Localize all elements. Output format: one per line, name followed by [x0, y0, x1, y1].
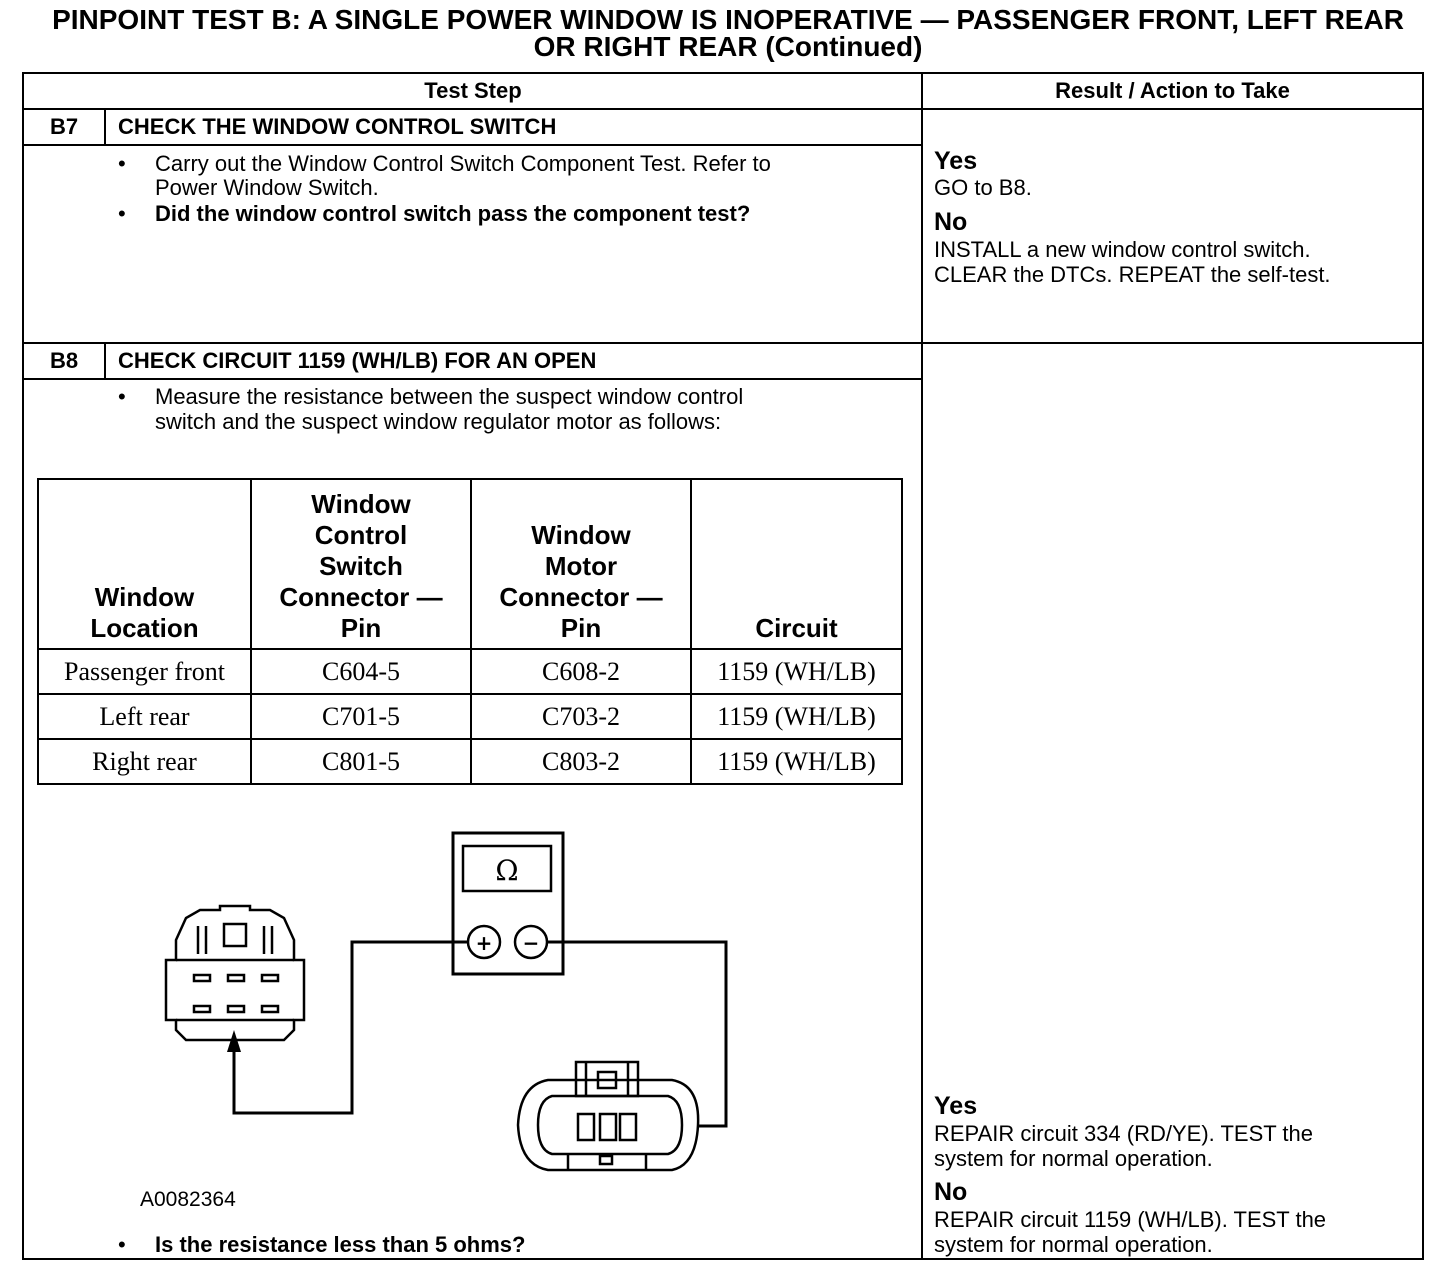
col-window-location: Window Location: [38, 479, 251, 649]
ohm-symbol: Ω: [495, 854, 519, 887]
motor-connector-icon: [518, 1062, 698, 1170]
b8-question: Is the resistance less than 5 ohms?: [155, 1232, 526, 1257]
b8-no-action-line-1: REPAIR circuit 1159 (WH/LB). TEST the: [934, 1207, 1327, 1232]
cell-switch-pin: C604-5: [251, 649, 471, 694]
title-line-1: PINPOINT TEST B: A SINGLE POWER WINDOW IS INOPERATIVE — PASSENGER FRONT, LEFT REAR: [52, 4, 1404, 35]
cell-motor-pin: C703-2: [471, 694, 691, 739]
b8-step-id: B8: [49, 348, 79, 373]
cell-location: Left rear: [38, 694, 251, 739]
b7-bullet-1: •: [118, 151, 126, 176]
b8-bullet-2: •: [118, 1232, 126, 1257]
title-line-2: OR RIGHT REAR (Continued): [533, 31, 923, 62]
switch-connector-icon: [166, 906, 304, 1040]
b8-no-action-line-2: system for normal operation.: [934, 1232, 1213, 1257]
b8-heading: CHECK CIRCUIT 1159 (WH/LB) FOR AN OPEN: [118, 348, 597, 373]
col-switch-connector-pin: Window Control Switch Connector — Pin: [251, 479, 471, 649]
b8-yes-action-line-1: REPAIR circuit 334 (RD/YE). TEST the: [934, 1121, 1314, 1146]
cell-location: Right rear: [38, 739, 251, 784]
b7-bullet-2: •: [118, 201, 126, 226]
plus-terminal-label: +: [475, 931, 493, 955]
b7-no-action-line-1: INSTALL a new window control switch.: [934, 237, 1311, 262]
b7-step-1-line-1: Carry out the Window Control Switch Component Test. Refer to: [155, 151, 771, 176]
b8-yes-label: Yes: [934, 1092, 978, 1120]
b7-no-action-line-2: CLEAR the DTCs. REPEAT the self-test.: [934, 262, 1331, 287]
b7-question: Did the window control switch pass the component test?: [155, 201, 751, 226]
b7-yes-action: GO to B8.: [934, 175, 1032, 200]
minus-terminal-label: −: [522, 931, 540, 955]
cell-location: Passenger front: [38, 649, 251, 694]
cell-circuit: 1159 (WH/LB): [691, 694, 902, 739]
b8-step-1-line-1: Measure the resistance between the suspect window control: [155, 384, 744, 409]
header-result: Result / Action to Take: [1055, 78, 1290, 103]
b7-heading: CHECK THE WINDOW CONTROL SWITCH: [118, 114, 557, 139]
cell-switch-pin: C801-5: [251, 739, 471, 784]
b8-yes-action-line-2: system for normal operation.: [934, 1146, 1213, 1171]
cell-motor-pin: C608-2: [471, 649, 691, 694]
b8-bullet-1: •: [118, 384, 126, 409]
b7-no-label: No: [934, 208, 968, 236]
cell-circuit: 1159 (WH/LB): [691, 739, 902, 784]
b8-no-label: No: [934, 1178, 968, 1206]
cell-circuit: 1159 (WH/LB): [691, 649, 902, 694]
header-test-step: Test Step: [424, 78, 522, 103]
col-circuit: Circuit: [691, 479, 902, 649]
cell-switch-pin: C701-5: [251, 694, 471, 739]
col-motor-connector-pin: Window Motor Connector — Pin: [471, 479, 691, 649]
figure-id: A0082364: [140, 1188, 236, 1211]
b7-yes-label: Yes: [934, 147, 978, 175]
b7-step-1-line-2: Power Window Switch.: [155, 175, 379, 200]
b8-step-1-line-2: switch and the suspect window regulator motor as follows:: [155, 409, 722, 434]
cell-motor-pin: C803-2: [471, 739, 691, 784]
b7-step-id: B7: [49, 114, 79, 139]
